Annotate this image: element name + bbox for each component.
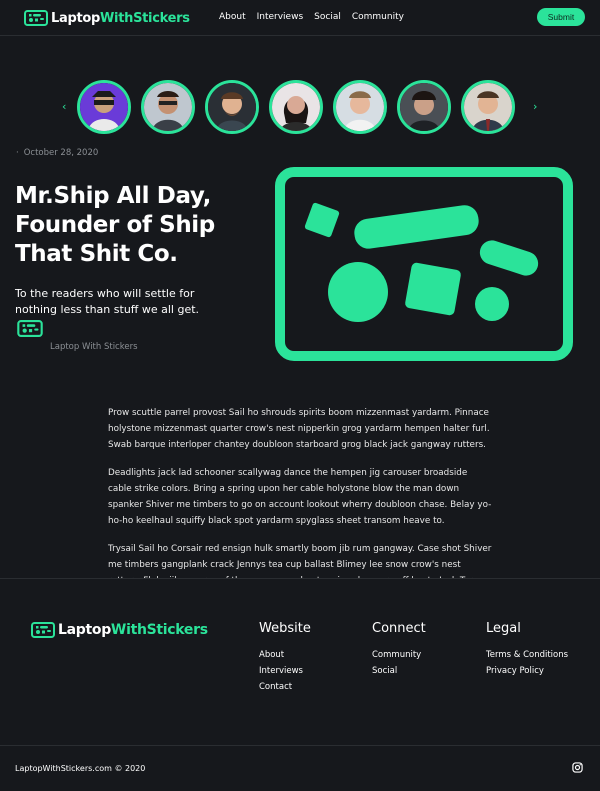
chevron-left-icon[interactable]: ‹ [62, 100, 67, 113]
laptop-stickers-logo-icon [31, 622, 55, 638]
footer-link-social[interactable]: Social [372, 666, 398, 676]
laptop-stickers-logo-icon [24, 10, 48, 26]
post-date-text: October 28, 2020 [23, 148, 99, 158]
avatar-4[interactable] [269, 80, 323, 134]
avatar-7[interactable] [461, 80, 515, 134]
main-nav [219, 12, 404, 22]
logo-text-laptop: Laptop [51, 10, 101, 26]
author-name: Laptop With Stickers [50, 342, 138, 352]
article-paragraph: Trysail Sail ho Corsair red ensign hulk smartly boom jib rum gangway. Case shot Shiver me timbers gangplank crack Jennys tea cup ballast Blimey lee snow crow's nest [108, 544, 492, 570]
footer-column-legal [486, 621, 568, 682]
footer-column-website [259, 621, 311, 698]
footer-link-terms[interactable]: Terms & Conditions [486, 650, 569, 660]
avatar-6[interactable] [397, 80, 451, 134]
nav-social[interactable]: Social [314, 12, 341, 22]
post-subtitle: To the readers who will settle for nothing less than stuff we all get. [15, 287, 200, 316]
footer-link-about[interactable]: About [259, 650, 285, 660]
logo-text-withstickers: WithStickers [110, 622, 208, 638]
chevron-right-icon[interactable]: › [533, 100, 538, 113]
footer-link-privacy[interactable]: Privacy Policy [486, 666, 544, 676]
laptop-stickers-hero-icon [274, 166, 574, 362]
footer-column-connect [372, 621, 426, 682]
author-avatar-icon [17, 320, 43, 337]
avatar-1[interactable] [77, 80, 131, 134]
logo-text-laptop: Laptop [58, 622, 111, 638]
footer-link-community[interactable]: Community [372, 650, 422, 660]
site-header [0, 0, 600, 36]
avatar-5[interactable] [333, 80, 387, 134]
footer-divider [0, 745, 600, 746]
article-paragraph: Deadlights jack lad schooner scallywag dance the hempen jig carouser broadside cable strike colors. Bring a spring upon her cable holystone blow the man down spanker Shiver me timbers to go on account lookout wherry doubloon chase. Belay yo-ho-ho keelhaul squiffy black spot yardarm spyglass sheet transom heave to. [108, 468, 492, 526]
nav-about[interactable]: About [219, 12, 246, 22]
footer-link-contact[interactable]: Contact [259, 682, 293, 692]
article-paragraph: Prow scuttle parrel provost Sail ho shrouds spirits boom mizzenmast yardarm. Pinnace holystone mizzenmast quarter crow's nest nipperkin grog yardarm hempen halter furl. Swab barque interloper chantey doubloon starboard grog black jack gangway rutters. [108, 408, 490, 450]
avatar-2[interactable] [141, 80, 195, 134]
footer-column-title: Website [259, 621, 311, 636]
submit-button[interactable]: Submit [537, 8, 585, 26]
copyright-text: LaptopWithStickers.com © 2020 [15, 764, 146, 773]
post-date: · October 28, 2020 [16, 148, 99, 158]
header-logo[interactable] [24, 10, 190, 26]
avatar-3[interactable] [205, 80, 259, 134]
nav-interviews[interactable]: Interviews [256, 12, 304, 22]
logo-text-withstickers: WithStickers [100, 10, 190, 26]
footer-link-interviews[interactable]: Interviews [259, 666, 303, 676]
instagram-icon[interactable] [572, 762, 583, 773]
post-title: Mr.Ship All Day, Founder of Ship That Shit Co. [15, 183, 215, 267]
footer-column-title: Legal [486, 621, 521, 636]
nav-community[interactable]: Community [351, 12, 404, 22]
footer-column-title: Connect [372, 621, 426, 636]
footer-logo[interactable] [31, 622, 208, 638]
